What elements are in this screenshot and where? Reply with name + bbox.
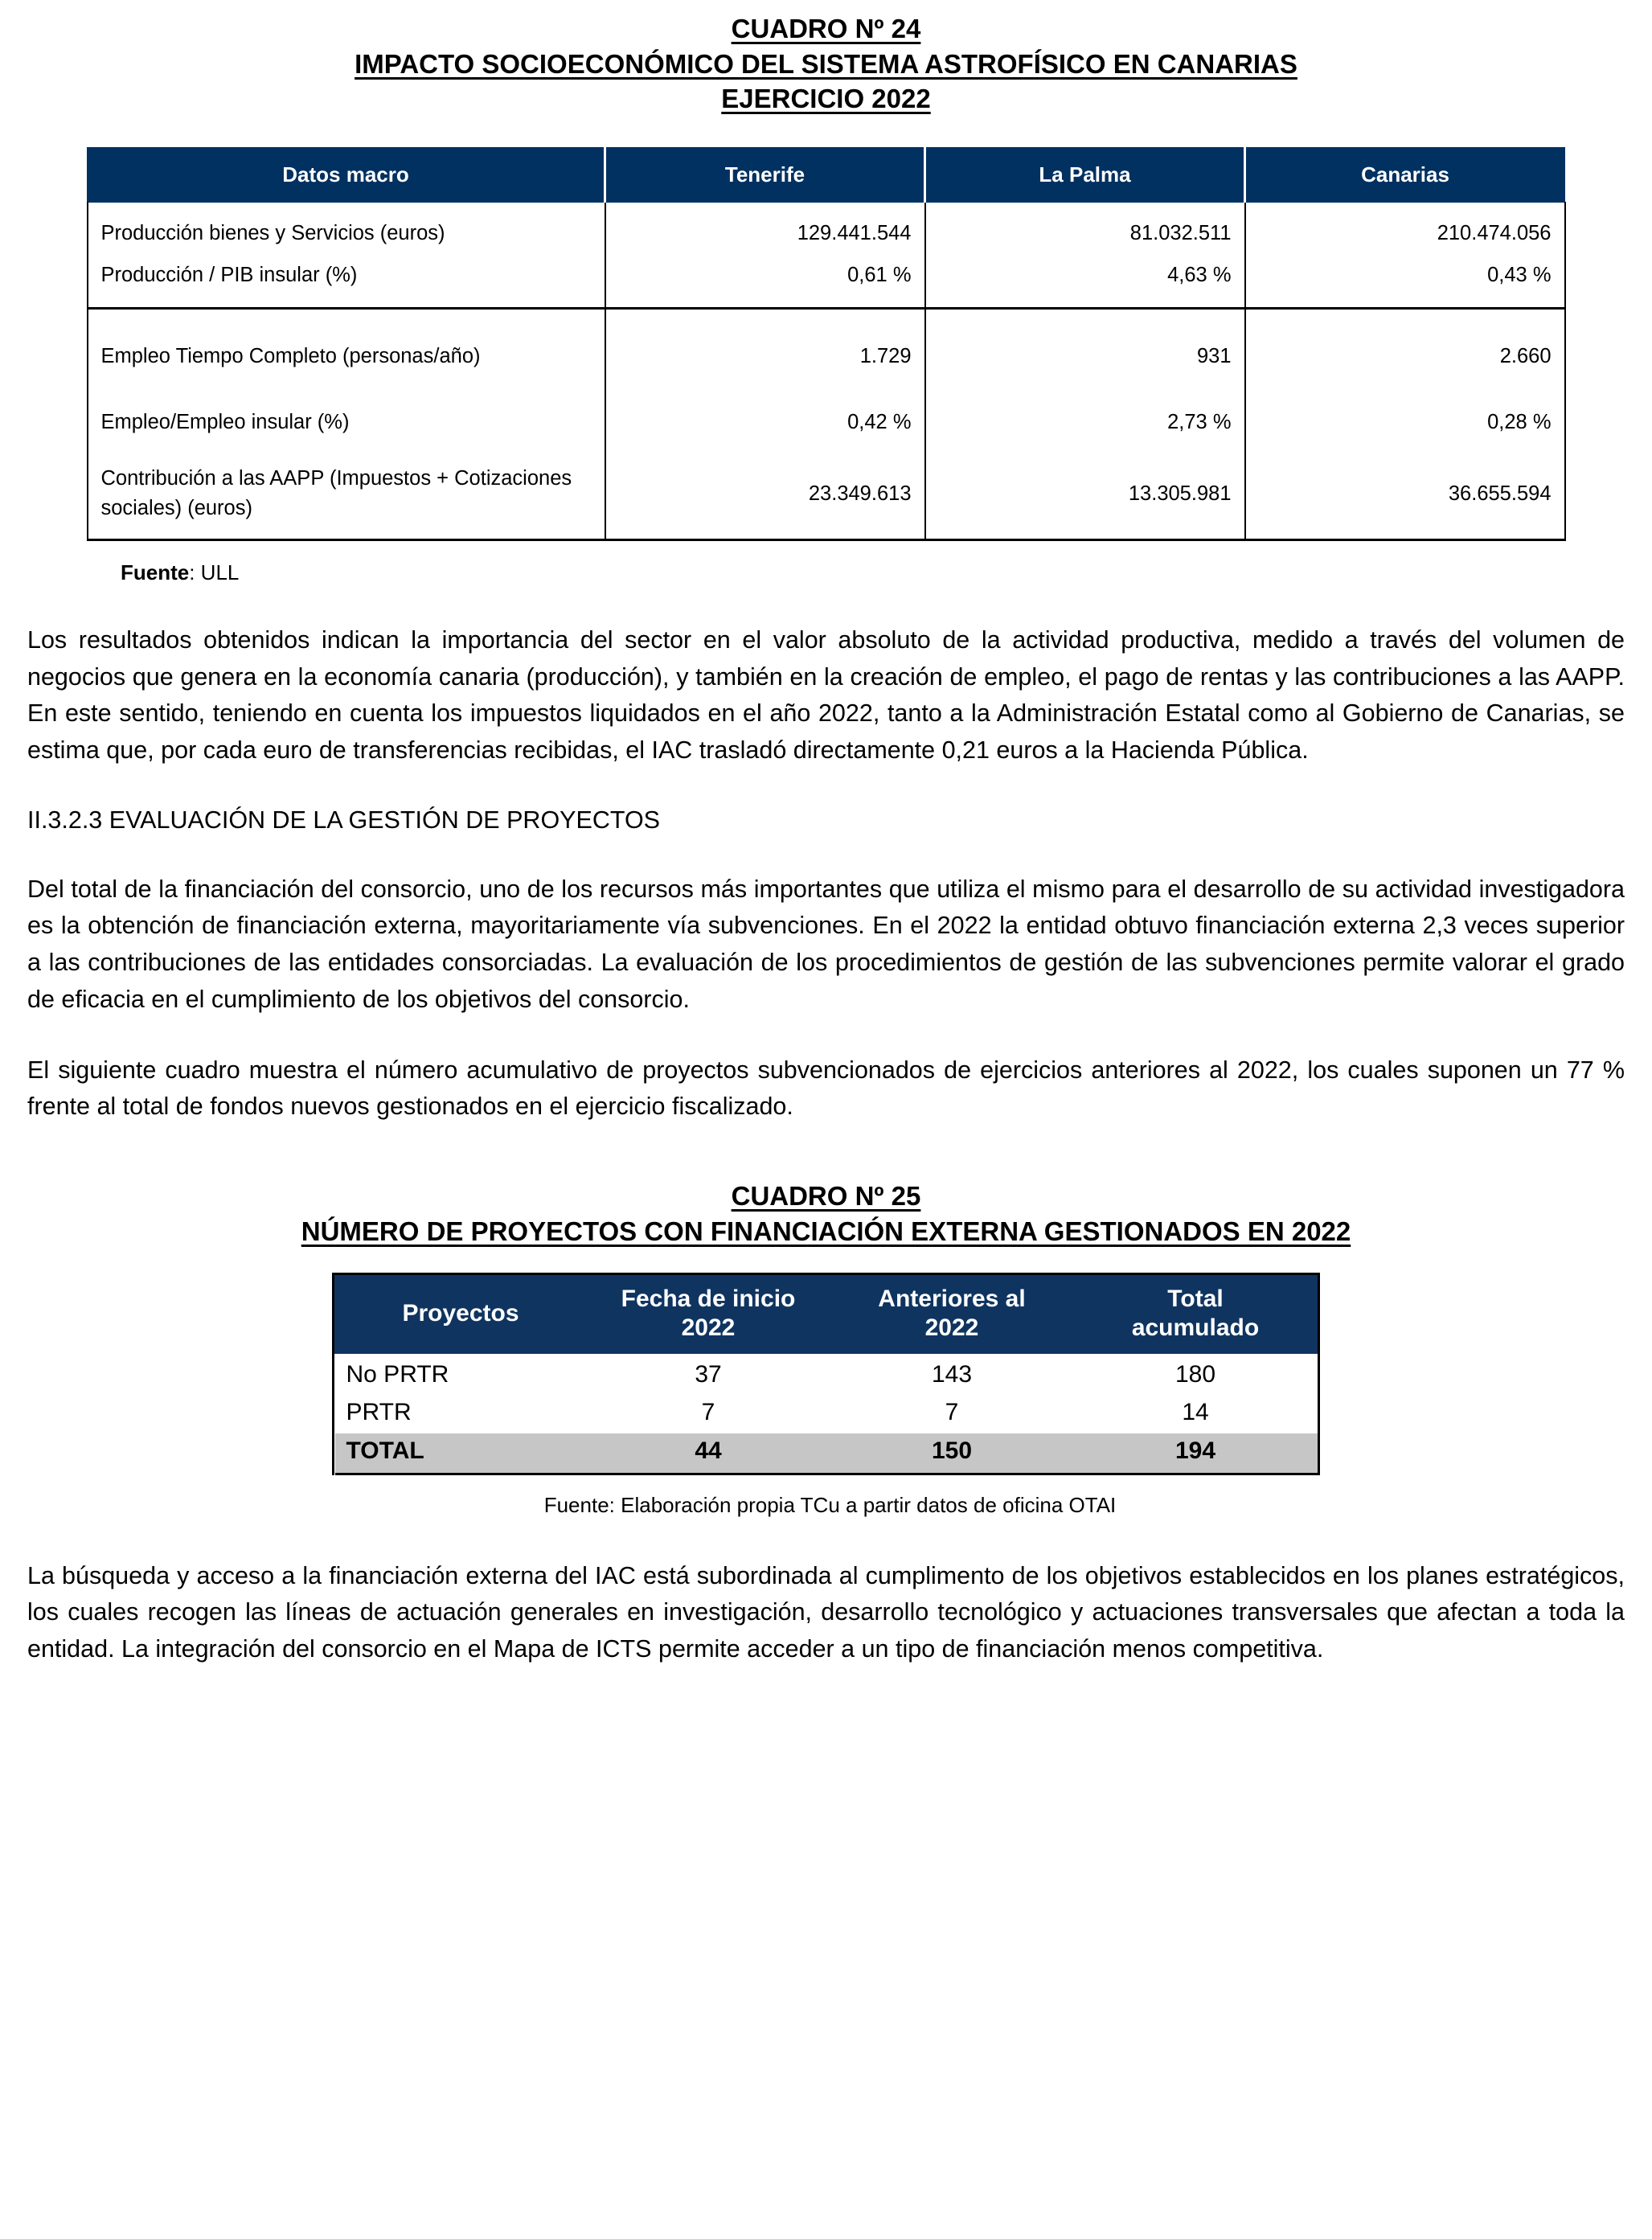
cuadro-24-table [87,147,1566,541]
cell-la-palma: 81.032.511 [925,202,1245,254]
column-header-la-palma: La Palma [925,147,1245,202]
table-row [88,401,1565,457]
table-body [88,202,1565,539]
row-label: No PRTR [346,1360,449,1388]
row-label: Producción / PIB insular (%) [88,254,605,309]
row-label: Producción bienes y Servicios (euros) [88,202,605,254]
header-line-2: acumulado [1131,1314,1260,1341]
cuadro-25-title-line2: NÚMERO DE PROYECTOS CON FINANCIACIÓN EXTERNA GESTIONADOS EN 2022 [301,1216,1351,1246]
table-head [88,147,1565,202]
cuadro-24-source-note [121,560,1625,585]
cell-fecha-inicio: 7 [701,1398,715,1425]
table-row [88,202,1565,254]
cuadro-24-table-wrapper [27,147,1625,541]
cell-canarias: 210.474.056 [1245,202,1565,254]
column-header-datos-macro: Datos macro [88,147,605,202]
header-line-2: 2022 [924,1314,979,1341]
column-header-canarias: Canarias [1245,147,1565,202]
cuadro-25-title-line1: CUADRO Nº 25 [731,1181,921,1212]
table-total-row [335,1433,1318,1474]
cuadro-24-title-line3: EJERCICIO 2022 [721,84,931,114]
cuadro-24-title-line2: IMPACTO SOCIOECONÓMICO DEL SISTEMA ASTROFÍSICO EN CANARIAS [355,48,1297,79]
cell-canarias: 0,28 % [1245,401,1565,457]
cell-tenerife: 0,61 % [605,254,925,309]
source-label: Fuente [121,560,190,584]
cuadro-25-source-note: Fuente: Elaboración propia TCu a partir datos de oficina OTAI [543,1492,1117,1517]
cuadro-25-title [27,1179,1625,1249]
table-row [88,309,1565,402]
cell-canarias: 2.660 [1245,309,1565,402]
paragraph-financiacion: Del total de la financiación del consorcio, uno de los recursos más importantes que utiliza el mismo para el desarrollo de su actividad investigadora es la obtención de financiación externa, mayoritariamente vía subvenciones. En el 2022 la entidad obtuvo financiación externa 2,3 veces superior a las contribuciones de las entidades consorciadas. La evaluación de los procedimientos de gestión de las subvenciones permite valorar el grado de eficacia en el cumplimiento de los objetivos del consorcio. [27,875,1625,1013]
cuadro-24-title-line1: CUADRO Nº 24 [731,14,921,43]
table-row [88,457,1565,539]
column-header-anteriores-2022 [830,1274,1074,1354]
cell-canarias: 0,43 % [1245,254,1565,309]
table-row [335,1353,1318,1394]
cuadro-24-title [27,11,1625,117]
table-row [88,254,1565,309]
table-body [335,1353,1318,1474]
table-head [335,1274,1318,1354]
header-line-1: Fecha de inicio [621,1286,796,1313]
cell-canarias: 36.655.594 [1245,457,1565,539]
cuadro-25-table-border [332,1273,1320,1475]
row-label: Empleo Tiempo Completo (personas/año) [88,309,605,402]
table-row [335,1395,1318,1433]
total-label: TOTAL [335,1433,587,1474]
cell-total: 180 [1174,1360,1216,1388]
paragraph-impacto: Los resultados obtenidos indican la importancia del sector en el valor absoluto de la actividad productiva, medido a través del volumen de negocios que genera en la economía canaria (producción), y también en la creación de empleo, el pago de rentas y las contribuciones a las AAPP. En este sentido, teniendo en cuenta los impuestos liquidados en el año 2022, tanto a la Administración Estatal como al Gobierno de Canarias, se estima que, por cada euro de transferencias recibidas, el IAC trasladó directamente 0,21 euros a la Hacienda Pública. [27,625,1625,765]
cell-tenerife: 23.349.613 [605,457,925,539]
cell-la-palma: 2,73 % [925,401,1245,457]
cell-tenerife: 129.441.544 [605,202,925,254]
header-line-1: Total [1167,1286,1224,1313]
section-heading-evaluacion: II.3.2.3 EVALUACIÓN DE LA GESTIÓN DE PROYECTOS [27,806,661,834]
column-header-proyectos [335,1274,587,1354]
table-header-row [335,1274,1318,1354]
row-label: PRTR [346,1398,412,1425]
cell-tenerife: 0,42 % [605,401,925,457]
header-line-1: Proyectos [402,1299,519,1327]
document-page [0,11,1652,2239]
source-value: : ULL [189,560,240,584]
cell-la-palma: 13.305.981 [925,457,1245,539]
paragraph-siguiente-cuadro: El siguiente cuadro muestra el número acumulativo de proyectos subvencionados de ejercicios anteriores al 2022, los cuales suponen un 77 % frente al total de fondos nuevos gestionados en el ejercicio fiscalizado. [27,1056,1625,1121]
page-content [27,11,1625,1668]
cuadro-25-table [334,1273,1318,1475]
row-label: Contribución a las AAPP (Impuestos + Cotizaciones sociales) (euros) [88,457,605,539]
cell-anteriores: 7 [945,1398,959,1425]
total-anteriores: 150 [830,1433,1074,1474]
cell-la-palma: 931 [925,309,1245,402]
header-line-1: Anteriores al [878,1286,1026,1313]
cell-la-palma: 4,63 % [925,254,1245,309]
row-label: Empleo/Empleo insular (%) [88,401,605,457]
cell-anteriores: 143 [931,1360,973,1388]
total-fecha-inicio: 44 [587,1433,830,1474]
cell-tenerife: 1.729 [605,309,925,402]
header-line-2: 2022 [681,1314,736,1341]
paragraph-busqueda: La búsqueda y acceso a la financiación externa del IAC está subordinada al cumplimento de los objetivos establecidos en los planes estratégicos, los cuales recogen las líneas de actuación generales en investigación, desarrollo tecnológico y actuaciones transversales que afectan a toda la entidad. La integración del consorcio en el Mapa de ICTS permite acceder a un tipo de financiación menos competitiva. [27,1561,1625,1663]
cell-total: 14 [1182,1398,1209,1425]
total-total: 194 [1074,1433,1318,1474]
table-header-row [88,147,1565,202]
cell-fecha-inicio: 37 [695,1360,722,1388]
column-header-tenerife: Tenerife [605,147,925,202]
column-header-fecha-inicio-2022 [587,1274,830,1354]
column-header-total-acumulado [1074,1274,1318,1354]
cuadro-25-table-wrapper [27,1273,1625,1475]
